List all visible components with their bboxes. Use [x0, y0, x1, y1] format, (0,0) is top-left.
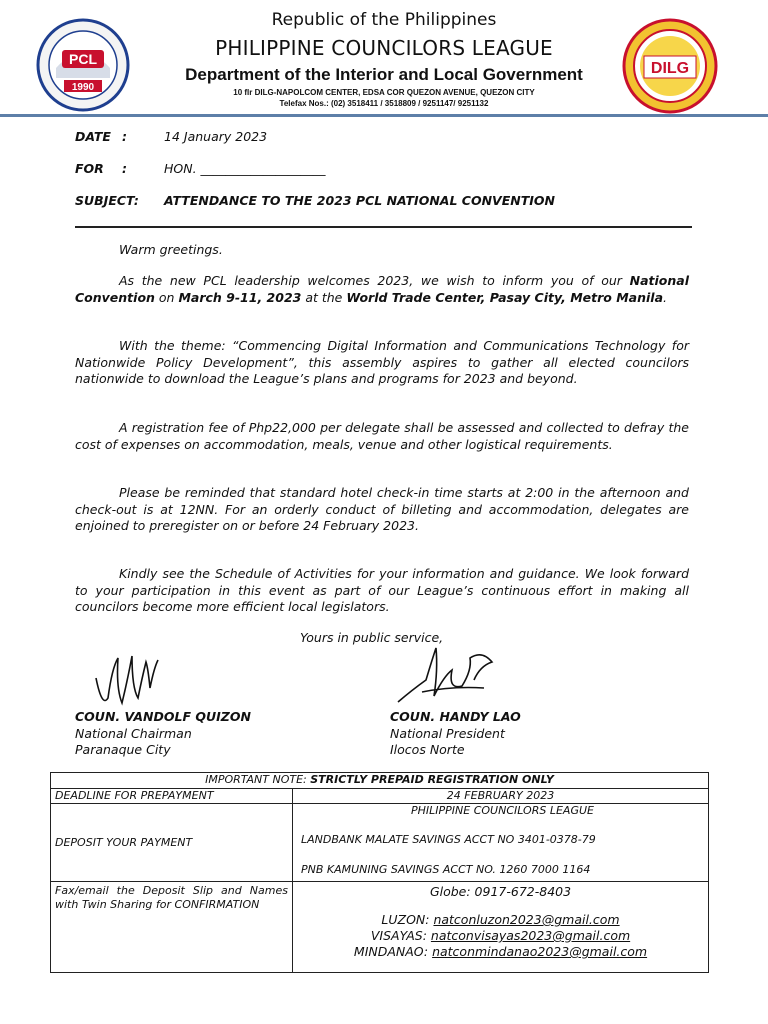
contact-cell	[293, 882, 709, 973]
p2-text-a: With the theme:	[119, 338, 233, 353]
republic-line: Republic of the Philippines	[271, 10, 497, 30]
paragraph-checkin: Please be reminded that standard hotel check-in time starts at 2:00 in the afternoon and check-out is at 12NN. For an orderly conduct of billeting and accommodation, delegates are enjoined to preregister on or before 24 February 2023.	[75, 485, 689, 533]
league-name: PHILIPPINE COUNCILORS LEAGUE	[215, 36, 553, 60]
signatory-1-name: COUN. VANDOLF QUIZON	[75, 709, 251, 724]
for-value: HON. ____________________	[164, 161, 326, 176]
landbank-account: LANDBANK MALATE SAVINGS ACCT NO 3401-0378-79	[301, 833, 596, 846]
prepaid-registration-table	[50, 772, 709, 973]
paragraph-theme	[75, 338, 689, 388]
subject-label: SUBJECT:	[75, 193, 139, 208]
signatory-2-name: COUN. HANDY LAO	[390, 709, 521, 724]
pcl-logo-year: 1990	[71, 82, 95, 93]
signatory-1	[75, 709, 251, 759]
globe-number: Globe: 0917-672-8403	[429, 884, 572, 899]
signature-quizon	[88, 648, 168, 714]
p1-text-g: .	[663, 289, 668, 305]
signature-lao	[392, 640, 502, 712]
pcl-seal-logo	[36, 18, 130, 112]
letterhead	[0, 0, 768, 118]
pnb-account: PNB KAMUNING SAVINGS ACCT NO. 1260 7000 1164	[301, 863, 591, 876]
signatory-1-place: Paranaque City	[75, 742, 171, 757]
paragraph-convention	[75, 273, 689, 306]
greeting: Warm greetings.	[119, 242, 223, 257]
signatory-2-place: Ilocos Norte	[390, 742, 465, 757]
table-row	[51, 789, 709, 804]
dilg-seal-logo	[622, 18, 718, 114]
visayas-label: VISAYAS:	[370, 928, 431, 943]
deadline-value: 24 FEBRUARY 2023	[293, 789, 709, 804]
table-row	[51, 882, 709, 973]
luzon-label: LUZON:	[381, 912, 434, 927]
paragraph-registration-fee: A registration fee of Php22,000 per delegate shall be assessed and collected to defray the cost of expenses on accommodation, meals, venue and other logistical requirements.	[75, 420, 689, 452]
mindanao-email-link[interactable]: natconmindanao2023@gmail.com	[432, 944, 648, 959]
important-note-label: IMPORTANT NOTE:	[205, 773, 311, 786]
signatory-2-title: National President	[390, 725, 505, 741]
for-colon: :	[122, 161, 127, 176]
date-value: 14 January 2023	[164, 129, 268, 144]
confirmation-instruction: Fax/email the Deposit Slip and Names with Twin Sharing for CONFIRMATION	[51, 882, 293, 973]
dilg-logo-text: DILG	[650, 60, 690, 77]
deadline-label: DEADLINE FOR PREPAYMENT	[51, 789, 293, 804]
subject-value: ATTENDANCE TO THE 2023 PCL NATIONAL CONVENTION	[164, 193, 555, 208]
p2-theme: “Commencing Digital Information and Communications Technology for Nationwide Policy Development”	[75, 338, 689, 370]
signatory-2	[390, 709, 521, 759]
paragraph-schedule: Kindly see the Schedule of Activities for your information and guidance. We look forward to your participation in this event as part of our League’s continuous effort in making all councilors become more efficient local legislators.	[75, 566, 689, 614]
p1-convention: National Convention	[75, 273, 689, 305]
for-label: FOR	[75, 161, 104, 176]
account-name: PHILIPPINE COUNCILORS LEAGUE	[411, 804, 594, 817]
date-label: DATE	[75, 129, 111, 144]
p1-text-a: As the new PCL leadership welcomes 2023, we wish to inform you of our	[119, 273, 630, 288]
subject-divider	[75, 226, 692, 228]
signatory-1-title: National Chairman	[75, 725, 192, 741]
header-rule	[0, 114, 768, 117]
luzon-email-link[interactable]: natconluzon2023@gmail.com	[433, 912, 620, 927]
pcl-logo-text: PCL	[69, 51, 97, 67]
telefax-numbers: Telefax Nos.: (02) 3518411 / 3518809 / 9251147/ 9251132	[279, 99, 489, 108]
p2-text-c: , this assembly aspires to gather all elected councilors nationwide to download the League’s plans and programs for 2023 and beyond.	[75, 354, 689, 386]
office-address: 10 flr DILG-NAPOLCOM CENTER, EDSA COR QUEZON AVENUE, QUEZON CITY	[233, 88, 535, 97]
p1-text-e: at the	[301, 289, 347, 305]
table-row	[51, 804, 709, 882]
important-note-text: STRICTLY PREPAID REGISTRATION ONLY	[310, 773, 554, 786]
deposit-label: DEPOSIT YOUR PAYMENT	[51, 804, 293, 882]
important-note-cell	[51, 773, 709, 789]
p1-dates: March 9-11, 2023	[178, 289, 302, 305]
mindanao-label: MINDANAO:	[353, 944, 433, 959]
p1-text-c: on	[154, 289, 179, 305]
p1-venue: World Trade Center, Pasay City, Metro Manila	[346, 289, 664, 305]
table-row	[51, 773, 709, 789]
department-name: Department of the Interior and Local Government	[185, 65, 583, 84]
bank-accounts-cell	[293, 804, 709, 882]
closing-line: Yours in public service,	[300, 630, 444, 645]
date-colon: :	[122, 129, 127, 144]
visayas-email-link[interactable]: natconvisayas2023@gmail.com	[430, 928, 631, 943]
